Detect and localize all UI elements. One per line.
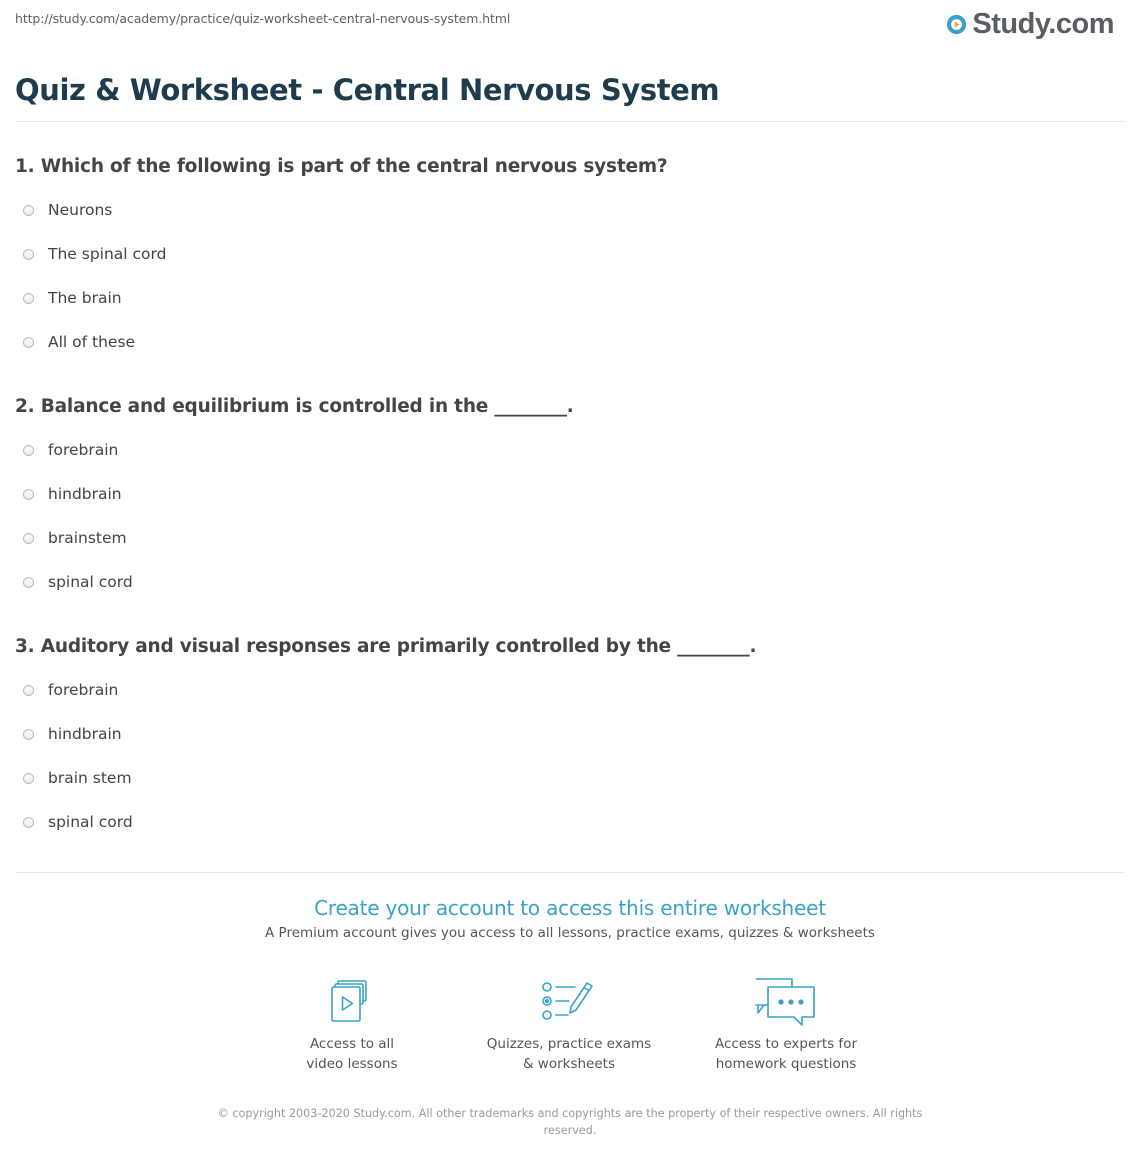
- feature-experts: [686, 975, 886, 1074]
- feature-label: Quizzes, practice exams & worksheets: [486, 1036, 652, 1072]
- answer-option[interactable]: [23, 526, 127, 550]
- radio-button[interactable]: [23, 577, 34, 588]
- radio-button[interactable]: [23, 729, 34, 740]
- video-lessons-icon: [318, 975, 386, 1029]
- cta-subtitle: A Premium account gives you access to all lessons, practice exams, quizzes & worksheets: [265, 925, 875, 941]
- header-divider: [15, 121, 1125, 122]
- radio-button[interactable]: [23, 533, 34, 544]
- signup-cta: [0, 893, 1140, 943]
- answer-label[interactable]: forebrain: [48, 681, 119, 699]
- premium-features: [0, 975, 1140, 1085]
- quiz-checklist-icon: [535, 975, 603, 1029]
- question-1: [15, 152, 1125, 351]
- play-circle-icon: [946, 14, 967, 35]
- logo-text: Study.com: [972, 8, 1114, 40]
- answer-option[interactable]: [23, 242, 166, 266]
- answer-option[interactable]: [23, 766, 132, 790]
- answer-label[interactable]: brainstem: [48, 529, 127, 547]
- radio-button[interactable]: [23, 773, 34, 784]
- answer-label[interactable]: brain stem: [48, 769, 132, 787]
- answer-option[interactable]: [23, 678, 118, 702]
- answer-option[interactable]: [23, 810, 133, 834]
- question-3: [15, 632, 1125, 831]
- question-2: [15, 392, 1125, 591]
- radio-button[interactable]: [23, 489, 34, 500]
- cta-heading-link[interactable]: Create your account to access this entire worksheet: [314, 896, 826, 920]
- radio-button[interactable]: [23, 817, 34, 828]
- answer-option[interactable]: [23, 286, 122, 310]
- feature-label: Access to experts for homework questions: [714, 1036, 857, 1072]
- chat-experts-icon: [752, 975, 820, 1029]
- copyright-notice: © copyright 2003-2020 Study.com. All other trademarks and copyrights are the property of their respective owners. All rights reserved.: [217, 1107, 923, 1137]
- answer-label[interactable]: The spinal cord: [48, 245, 167, 263]
- answer-option[interactable]: [23, 482, 122, 506]
- answer-option[interactable]: [23, 438, 118, 462]
- answer-option[interactable]: [23, 330, 135, 354]
- answer-label[interactable]: Neurons: [48, 201, 113, 219]
- study-com-logo[interactable]: [946, 6, 1114, 42]
- radio-button[interactable]: [23, 293, 34, 304]
- answer-label[interactable]: spinal cord: [48, 573, 133, 591]
- answer-label[interactable]: hindbrain: [48, 725, 122, 743]
- feature-quizzes: [469, 975, 669, 1074]
- question-text: 1. Which of the following is part of the central nervous system?: [15, 156, 668, 177]
- answer-label[interactable]: The brain: [48, 289, 122, 307]
- page-title: Quiz & Worksheet - Central Nervous System: [15, 73, 720, 107]
- radio-button[interactable]: [23, 337, 34, 348]
- page-url: http://study.com/academy/practice/quiz-worksheet-central-nervous-system.html: [15, 11, 511, 26]
- radio-button[interactable]: [23, 445, 34, 456]
- answer-option[interactable]: [23, 198, 112, 222]
- question-text: 2. Balance and equilibrium is controlled in the ________.: [15, 396, 574, 417]
- answer-label[interactable]: forebrain: [48, 441, 119, 459]
- radio-button[interactable]: [23, 249, 34, 260]
- feature-label: Access to all video lessons: [306, 1036, 398, 1072]
- answer-option[interactable]: [23, 722, 122, 746]
- answer-label[interactable]: hindbrain: [48, 485, 122, 503]
- feature-video-lessons: [252, 975, 452, 1074]
- radio-button[interactable]: [23, 685, 34, 696]
- footer-divider: [15, 872, 1125, 873]
- radio-button[interactable]: [23, 205, 34, 216]
- answer-option[interactable]: [23, 570, 133, 594]
- question-text: 3. Auditory and visual responses are primarily controlled by the ________.: [15, 636, 757, 657]
- answer-label[interactable]: spinal cord: [48, 813, 133, 831]
- answer-label[interactable]: All of these: [48, 333, 136, 351]
